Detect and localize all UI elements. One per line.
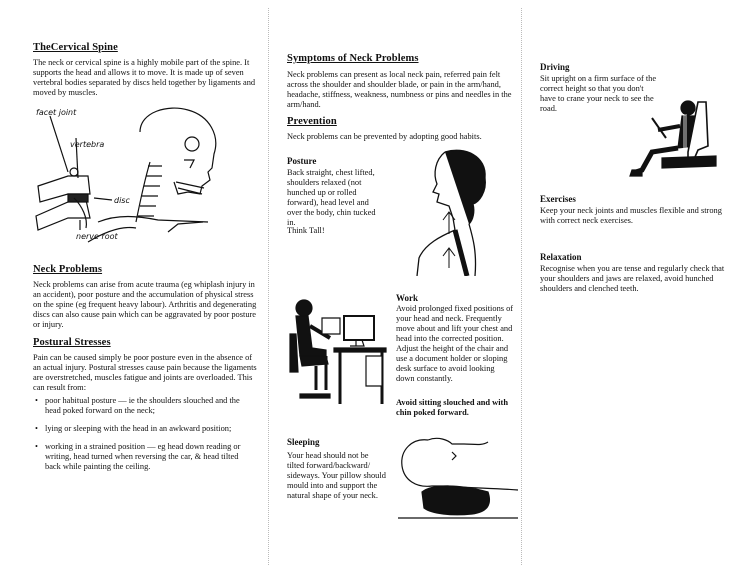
relaxation-text: Recognise when you are tense and regularly check that your shoulders and jaws are relaxed, avoid hunched shoulders and clenched teeth. — [540, 264, 725, 293]
posture-heading: Posture — [287, 156, 317, 166]
panel-fold-line — [268, 8, 269, 565]
think-tall-text: Think Tall! — [287, 226, 325, 235]
symptoms-text: Neck problems can present as local neck pain, referred pain felt across the shoulder and shoulder blade, or pain in the arm/hand, headache, stiffness, weakness, numbness or pins and needles in the arm/hand. — [287, 70, 512, 109]
work-tip: Avoid sitting slouched and with chin poked forward. — [396, 398, 509, 417]
sleeping-heading: Sleeping — [287, 437, 320, 447]
prevention-text: Neck problems can be prevented by adopting good habits. — [287, 132, 482, 141]
exercises-heading: Exercises — [540, 194, 576, 204]
postural-stresses-text: Pain can be caused simply be poor posture even in the absence of an actual injury. Postural stresses cause pain because the ligaments are overstretched, muscles fatigue and joints are overloaded. This can result from: — [33, 353, 257, 392]
cervical-spine-intro: The neck or cervical spine is a highly mobile part of the spine. It supports the head and allows it to move. It is made up of seven vertebral bodies separated by discs held together by ligaments and moved by muscles. — [33, 58, 256, 97]
workstation-illustration — [286, 294, 390, 412]
relaxation-heading: Relaxation — [540, 252, 582, 262]
cervical-spine-diagram — [28, 102, 228, 252]
cervical-spine-heading: TheCervical Spine — [33, 42, 118, 53]
prevention-heading: Prevention — [287, 116, 337, 127]
disc-label: disc — [114, 196, 130, 205]
list-item: • poor habitual posture — ie the shoulders slouched and the head poked forward on the neck; — [33, 396, 255, 416]
vertebra-label: vertebra — [70, 140, 105, 149]
posture-text: Back straight, chest lifted, shoulders relaxed (not hunched up or rolled forward), head level and over the body, chin tucked in. — [287, 168, 376, 227]
exercises-text: Keep your neck joints and muscles flexible and strong with correct neck exercises. — [540, 206, 722, 225]
neck-problems-text: Neck problems can arise from acute trauma (eg whiplash injury in an accident), poor posture and the accumulation of physical stress on the spine (eg frequent heavy labour). Arthritis and degenerating discs can also cause pain which can be aggravated by poor posture or injury. — [33, 280, 257, 329]
work-heading: Work — [396, 293, 419, 303]
postural-stresses-list — [33, 396, 255, 480]
facet-joint-label: facet joint — [36, 108, 77, 117]
panel-fold-line — [521, 8, 522, 565]
neck-problems-heading: Neck Problems — [33, 264, 103, 275]
postural-stresses-heading: Postural Stresses — [33, 337, 111, 348]
sleeping-illustration — [392, 432, 520, 524]
nerve-root-label: nerve root — [76, 232, 118, 241]
sleeping-text: Your head should not be tilted forward/backward/ sideways. Your pillow should mould into and support the natural shape of your neck. — [287, 451, 386, 500]
list-item: • lying or sleeping with the head in an awkward position; — [33, 424, 255, 434]
list-item: • working in a strained position — eg head down reading or writing, head turned when reversing the car, & head tilted back while painting the ceiling. — [33, 442, 255, 472]
driving-text: Sit upright on a firm surface of the correct height so that you don't have to crane your neck to see the road. — [540, 74, 657, 113]
symptoms-heading: Symptoms of Neck Problems — [287, 53, 419, 64]
driving-heading: Driving — [540, 62, 570, 72]
driving-illustration — [622, 96, 718, 182]
work-text: Avoid prolonged fixed positions of your head and neck. Frequently move about and lift your chest and head into the corrected position. Adjust the height of the chair and use a document holder or sloping desk surface to avoid looking down constantly. — [396, 304, 514, 383]
posture-illustration — [415, 148, 495, 276]
